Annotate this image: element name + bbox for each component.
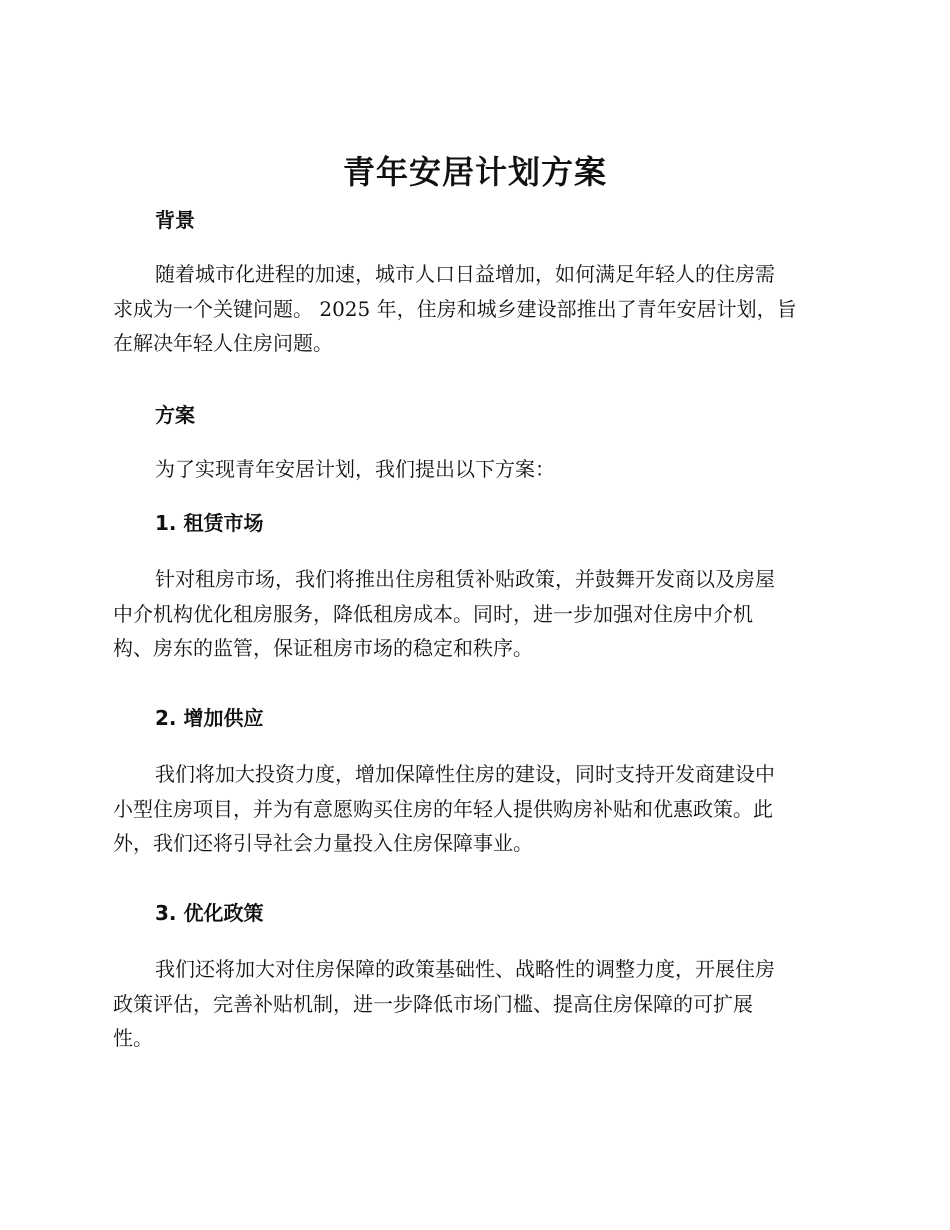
section-paragraph-optimize-policy [113,952,835,1056]
section-heading-background: 背景 [155,208,195,232]
paragraph-line: 我们将加大投资力度，增加保障性住房的建设，同时支持开发商建设中 [155,762,775,786]
paragraph-line: 为了实现青年安居计划，我们提出以下方案： [155,457,555,481]
paragraph-line: 政策评估，完善补贴机制，进一步降低市场门槛、提高住房保障的可扩展 [113,991,753,1016]
section-heading-optimize-policy: 3. 优化政策 [155,901,264,925]
paragraph-line: 我们还将加大对住房保障的政策基础性、战略性的调整力度，开展住房 [155,957,775,981]
section-heading-plan: 方案 [155,403,195,427]
section-paragraph-rental-market [113,562,835,666]
section-paragraph-increase-supply [113,757,835,861]
paragraph-line: 外，我们还将引导社会力量投入住房保障事业。 [113,831,533,855]
paragraph-line: 中介机构优化租房服务，降低租房成本。同时，进一步加强对住房中介机 [113,601,753,626]
paragraph-line: 随着城市化进程的加速，城市人口日益增加，如何满足年轻人的住房需 [155,262,775,286]
paragraph-line: 针对租房市场，我们将推出住房租赁补贴政策，并鼓舞开发商以及房屋 [155,567,775,591]
paragraph-line: 求成为一个关键问题。 2025 年，住房和城乡建设部推出了青年安居计划，旨 [113,296,797,321]
paragraph-line: 构、房东的监管，保证租房市场的稳定和秩序。 [113,636,533,660]
section-paragraph-background [113,257,835,361]
section-heading-increase-supply: 2. 增加供应 [155,706,264,730]
paragraph-line: 在解决年轻人住房问题。 [113,331,333,355]
paragraph-line: 小型住房项目，并为有意愿购买住房的年轻人提供购房补贴和优惠政策。此 [113,796,773,821]
paragraph-line: 性。 [113,1026,153,1050]
section-paragraph-plan [113,452,835,487]
section-heading-rental-market: 1. 租赁市场 [155,511,264,535]
document-title: 青年安居计划方案 [342,153,607,191]
